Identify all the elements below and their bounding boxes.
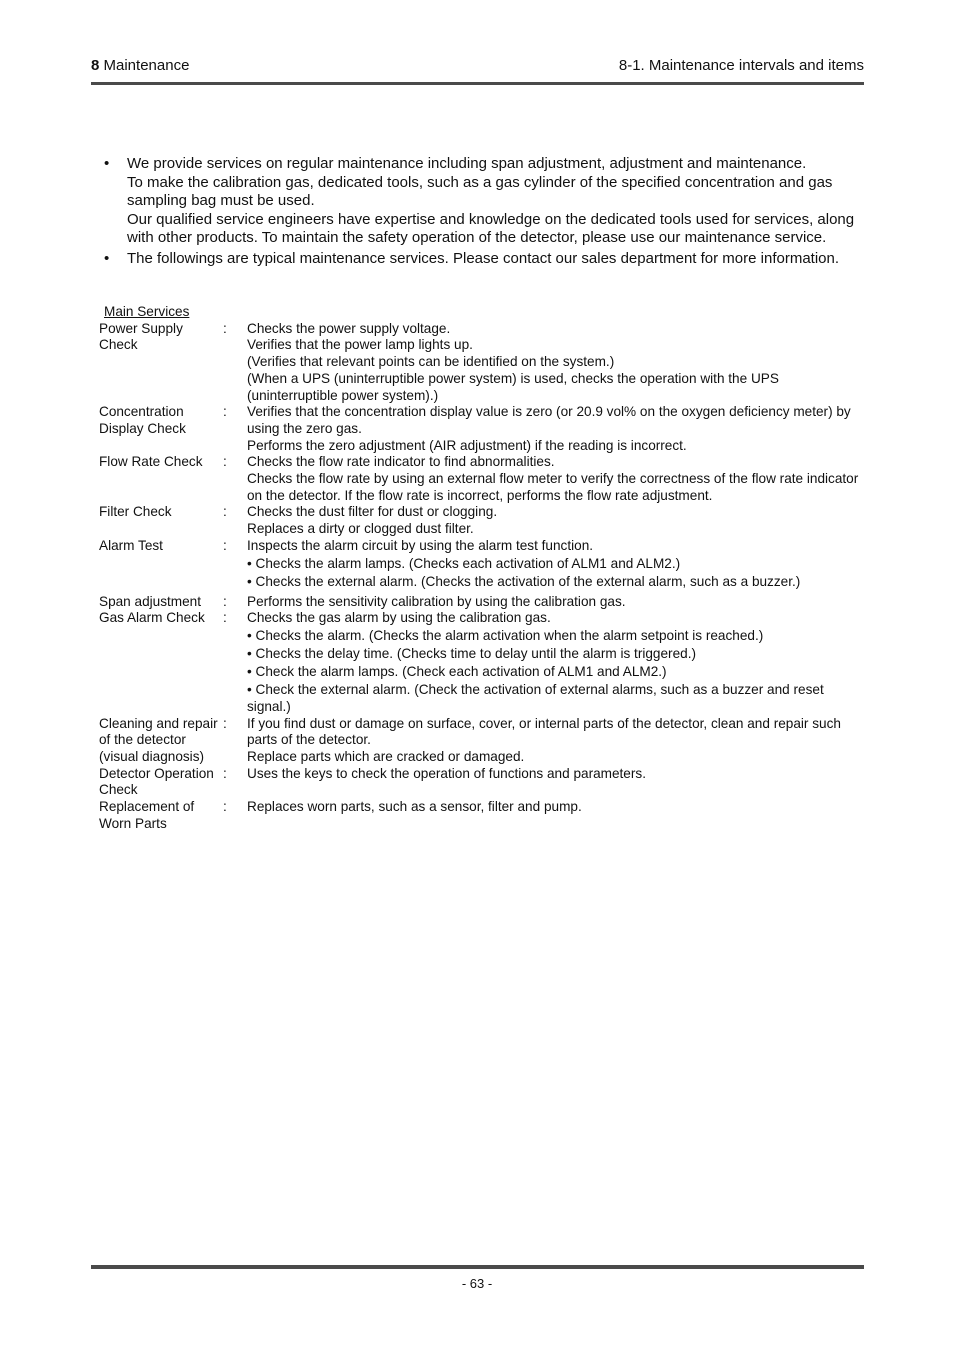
colon: :: [223, 504, 227, 520]
colon: :: [223, 404, 227, 420]
section-title: 8-1. Maintenance intervals and items: [618, 57, 864, 74]
colon: :: [223, 593, 227, 609]
description-line: Replace parts which are cracked or damaged.: [247, 749, 525, 765]
service-term: Alarm Test: [99, 537, 163, 553]
intro-paragraph: Our qualified service engineers have expertise and knowledge on the dedicated tools used for services, along with other products. To maintain the safety operation of the detector, please use our maintenance service.: [127, 210, 855, 246]
description-line: Checks the flow rate indicator to find abnormalities.: [247, 454, 555, 470]
description-line: Uses the keys to check the operation of functions and parameters.: [247, 765, 646, 781]
description-line: (When a UPS (uninterruptible power system) is used, checks the operation with the UPS (uninterruptible power system).): [247, 370, 779, 403]
service-description: [247, 538, 864, 591]
chapter-number: 8: [91, 57, 100, 74]
description-bullet-line: • Checks the external alarm. (Checks the activation of the external alarm, such as a buzzer.): [247, 573, 801, 589]
service-description: [247, 610, 864, 715]
intro-paragraph: We provide services on regular maintenance including span adjustment, adjustment and maintenance.: [127, 155, 807, 172]
bullet: •: [104, 249, 110, 267]
colon: :: [223, 715, 227, 731]
service-row: [99, 766, 864, 799]
service-term: Replacement of Worn Parts: [99, 799, 195, 831]
main-services: [99, 304, 864, 833]
description-line: Checks the power supply voltage.: [247, 320, 451, 336]
description-bullet-line: • Check the external alarm. (Check the activation of external alarms, such as a buzzer and reset signal.): [247, 682, 824, 714]
colon: :: [223, 610, 227, 626]
service-term: Cleaning and repair of the detector (visual diagnosis): [99, 715, 218, 765]
service-description: [247, 594, 864, 611]
colon: :: [223, 765, 227, 781]
service-term: Filter Check: [99, 504, 172, 520]
description-line: If you find dust or damage on surface, cover, or internal parts of the detector, clean and repair such parts of the detector.: [247, 715, 841, 748]
header-rule: [91, 82, 864, 85]
service-row: [99, 321, 864, 405]
service-row: [99, 799, 864, 832]
service-description: [247, 321, 864, 405]
description-line: Verifies that the power lamp lights up.: [247, 337, 473, 353]
service-description: [247, 404, 864, 454]
service-term: Detector Operation Check: [99, 765, 214, 798]
description-bullet-line: • Checks the delay time. (Checks time to delay until the alarm is triggered.): [247, 646, 697, 662]
description-line: Inspects the alarm circuit by using the alarm test function.: [247, 537, 594, 553]
service-row: [99, 404, 864, 454]
description-line: Replaces a dirty or clogged dust filter.: [247, 521, 474, 537]
service-row: [99, 538, 864, 591]
colon: :: [223, 454, 227, 470]
service-description: [247, 766, 864, 799]
service-row: [99, 716, 864, 766]
services-title: Main Services: [104, 304, 190, 319]
service-row: [99, 454, 864, 504]
service-term: Flow Rate Check: [99, 454, 203, 470]
service-row: [99, 610, 864, 715]
service-description: [247, 799, 864, 832]
service-row: [99, 594, 864, 611]
description-line: (Verifies that relevant points can be identified on the system.): [247, 354, 615, 370]
colon: :: [223, 320, 227, 336]
service-term: Gas Alarm Check: [99, 610, 205, 626]
chapter-title: Maintenance: [103, 57, 190, 74]
description-bullet-line: • Checks the alarm. (Checks the alarm activation when the alarm setpoint is reached.): [247, 628, 764, 644]
service-description: [247, 504, 864, 537]
service-description: [247, 454, 864, 504]
chapter-heading: [91, 56, 189, 76]
colon: :: [223, 799, 227, 815]
description-bullet-line: • Check the alarm lamps. (Check each activation of ALM1 and ALM2.): [247, 664, 667, 680]
intro-list: [99, 155, 864, 268]
intro-paragraph: The followings are typical maintenance services. Please contact our sales department for more information.: [127, 249, 840, 267]
description-line: Checks the dust filter for dust or clogging.: [247, 504, 498, 520]
intro-item: [99, 250, 864, 269]
description-line: Checks the gas alarm by using the calibration gas.: [247, 610, 551, 626]
service-description: [247, 716, 864, 766]
description-line: Checks the flow rate by using an external flow meter to verify the correctness of the flow rate indicator on the detector. If the flow rate is incorrect, performs the flow rate adjustment.: [247, 471, 859, 503]
intro-paragraph: To make the calibration gas, dedicated tools, such as a gas cylinder of the specified concentration and gas sampling bag must be used.: [127, 173, 833, 209]
description-line: Performs the sensitivity calibration by using the calibration gas.: [247, 593, 626, 609]
page-number: - 63 -: [461, 1276, 493, 1291]
service-term: Concentration Display Check: [99, 404, 186, 436]
service-term: Span adjustment: [99, 593, 202, 609]
intro-item: [99, 155, 864, 248]
description-line: Verifies that the concentration display value is zero (or 20.9 vol% on the oxygen deficiency meter) by using the zero gas.: [247, 404, 851, 436]
colon: :: [223, 537, 227, 553]
service-term: Power Supply Check: [99, 320, 183, 353]
service-row: [99, 504, 864, 537]
description-bullet-line: • Checks the alarm lamps. (Checks each activation of ALM1 and ALM2.): [247, 555, 681, 571]
bullet: •: [104, 155, 110, 172]
description-line: Performs the zero adjustment (AIR adjustment) if the reading is incorrect.: [247, 437, 687, 453]
description-line: Replaces worn parts, such as a sensor, filter and pump.: [247, 799, 582, 815]
footer-rule: [91, 1265, 864, 1269]
